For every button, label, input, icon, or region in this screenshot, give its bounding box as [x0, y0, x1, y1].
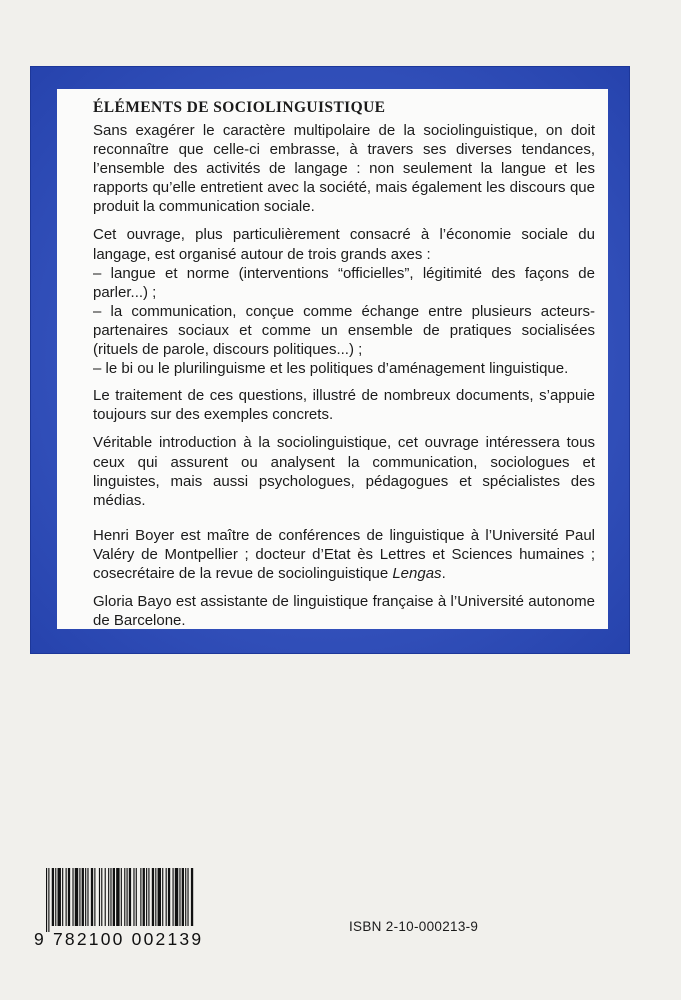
- author-boyer-end: .: [441, 564, 446, 582]
- barcode-bar: [140, 868, 141, 926]
- barcode-bar: [75, 868, 78, 926]
- blue-frame: [30, 66, 630, 654]
- back-cover-text-panel: [57, 89, 608, 629]
- barcode-bar: [136, 868, 137, 926]
- barcode-bar: [108, 868, 109, 926]
- barcode-bar: [87, 868, 88, 926]
- barcode-bar: [152, 868, 154, 926]
- barcode-bar: [85, 868, 86, 926]
- barcode-bar: [146, 868, 147, 926]
- barcode-bar: [121, 868, 122, 926]
- barcode-bar: [127, 868, 128, 926]
- audience-paragraph: Véritable introduction à la sociolinguistique, cet ouvrage intéressera tous ceux qui assurent ou analysent la communication, sociologues et linguistes, mais aussi psychologues, pédagogues et spécialistes des médias.: [93, 434, 595, 509]
- axis-item-2: – la communication, conçue comme échange entre plusieurs acteurs-partenaires sociaux et comme un ensemble de pratiques socialisées (rituels de parole, discours politiques...) ;: [93, 302, 595, 359]
- barcode-bar: [175, 868, 178, 926]
- barcode-bar: [162, 868, 163, 926]
- barcode-bar: [191, 868, 193, 926]
- barcode-bar: [66, 868, 67, 926]
- barcode-digits: 9 782100 002139: [34, 929, 204, 949]
- barcode-bar: [58, 868, 61, 926]
- barcode-bar: [82, 868, 84, 926]
- barcode-bar: [168, 868, 170, 926]
- barcode-bar: [133, 868, 134, 926]
- barcode-bar: [148, 868, 149, 926]
- barcode-bar: [182, 868, 184, 926]
- barcode-bar: [55, 868, 56, 926]
- barcode-bar: [101, 868, 102, 926]
- documents-paragraph: Le traitement de ces questions, illustré de nombreux documents, s’appuie toujours sur des exemples concrets.: [93, 387, 595, 424]
- barcode-bar: [79, 868, 80, 926]
- axes-intro-paragraph: Cet ouvrage, plus particulièrement consacré à l’économie sociale du langage, est organisé autour de trois grands axes :: [93, 226, 595, 263]
- barcode-bar: [105, 868, 106, 926]
- author-boyer-bio: [93, 526, 595, 583]
- barcode-bar: [179, 868, 180, 926]
- barcode-bar: [52, 868, 54, 926]
- isbn-number: ISBN 2-10-000213-9: [349, 919, 479, 934]
- barcode-bar: [99, 868, 100, 926]
- barcode-bar: [129, 868, 131, 926]
- barcode-bar: [187, 868, 188, 926]
- axis-item-1: – langue et norme (interventions “officielles”, légitimité des façons de parler...) ;: [93, 264, 595, 301]
- author-boyer-text: Henri Boyer est maître de conférences de linguistique à l’Université Paul Valéry de Montpellier ; docteur d’Etat ès Lettres et Sciences humaines ; cosecrétaire de la revue de sociolinguistique: [93, 526, 595, 582]
- barcode-bar: [116, 868, 119, 926]
- axis-item-3: – le bi ou le plurilinguisme et les politiques d’aménagement linguistique.: [93, 360, 569, 378]
- barcode-bar: [173, 868, 174, 926]
- author-bayo-bio: Gloria Bayo est assistante de linguistique française à l’Université autonome de Barcelone.: [93, 593, 595, 630]
- book-title: ÉLÉMENTS DE SOCIOLINGUISTIQUE: [93, 99, 386, 116]
- barcode-bar: [185, 868, 186, 926]
- barcode-bars: [46, 868, 196, 932]
- barcode: [34, 868, 204, 950]
- barcode-bar: [155, 868, 156, 926]
- barcode-bar: [48, 868, 49, 932]
- intro-paragraph: Sans exagérer le caractère multipolaire de la sociolinguistique, on doit reconnaître que celle-ci embrasse, à travers ses diverses tendances, l’ensemble des activités de langage : non seulement la langue et les rapports qu’elle entretient avec la société, mais également les discours que produit la communication sociale.: [93, 122, 595, 216]
- barcode-bar: [110, 868, 111, 926]
- barcode-bar: [143, 868, 145, 926]
- journal-name: Lengas: [392, 564, 442, 582]
- barcode-bar: [166, 868, 167, 926]
- barcode-bar: [124, 868, 125, 926]
- barcode-bar: [113, 868, 115, 926]
- barcode-bar: [72, 868, 73, 926]
- barcode-bar: [94, 868, 95, 926]
- barcode-bar: [62, 868, 63, 926]
- barcode-bar: [68, 868, 70, 926]
- barcode-bar: [158, 868, 161, 926]
- barcode-bar: [91, 868, 93, 926]
- barcode-bar: [46, 868, 47, 932]
